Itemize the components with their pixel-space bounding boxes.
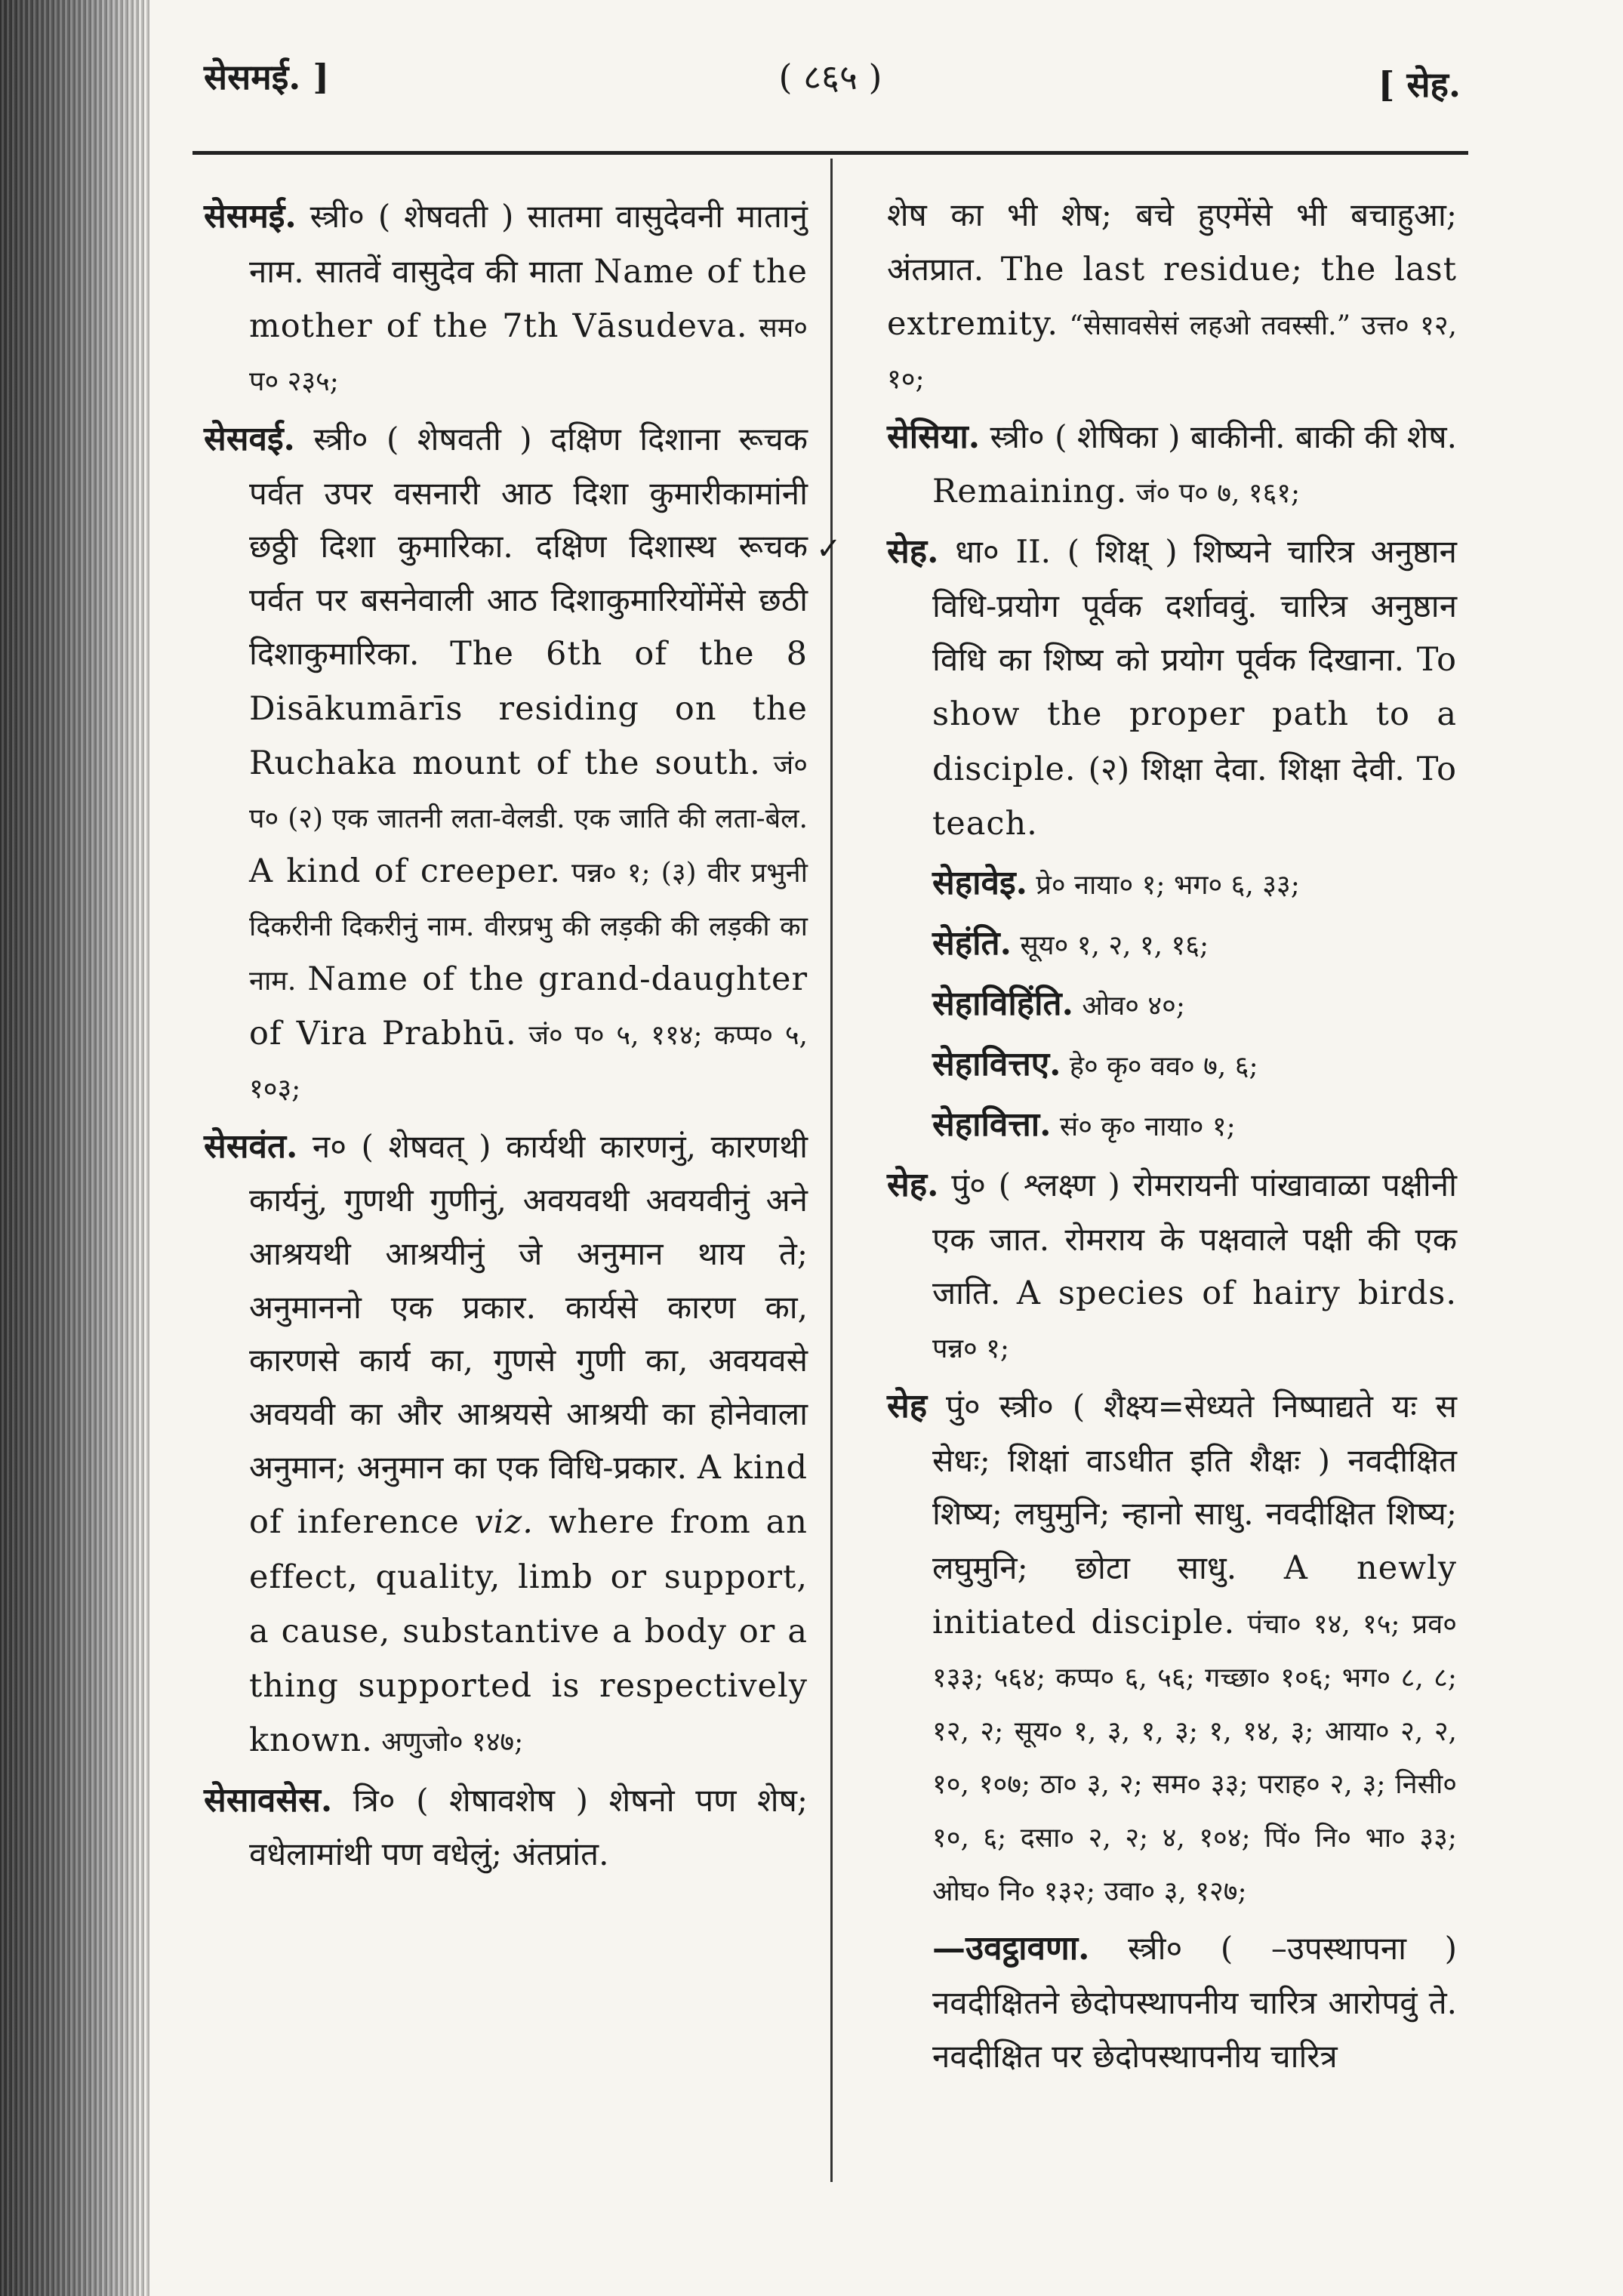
- column-divider: [830, 159, 833, 2182]
- reference: सम० प० २३५;: [249, 313, 808, 398]
- entry-seh-noun-disciple: [887, 1379, 1457, 1916]
- entry-continuation: [887, 189, 1457, 405]
- header-right-guide-word: [ सेह.: [1378, 64, 1461, 105]
- right-column: [816, 189, 1458, 2088]
- definition-text: त्रि० ( शेषावशेष ) शेषनो पण शेष; वधेलामांथी पण वधेलुं; अंतप्रांत.: [249, 1781, 808, 1873]
- sub-entry: [887, 916, 1457, 972]
- subheadword: सेहावित्तए.: [932, 1044, 1061, 1083]
- reference: जं० प० ७, १६१;: [1127, 478, 1301, 510]
- page-number: ( ८६५ ): [778, 57, 882, 97]
- definition-text: पुं० स्त्री० ( शैक्ष्य=सेध्यते निष्पाद्यते यः स सेधः; शिक्षां वाऽधीत इति शैक्षः ) नवदीक्षित शिष्य; लघुमुनि; न्हानो साधु. नवदीक्षित शिष्य; लघुमुनि; छोटा साधु.: [927, 1387, 1457, 1586]
- reference: पन्न० १; (३) वीर प्रभुनी दिकरीनी दिकरीनुं नाम. वीरप्रभु की लड़की की लड़की का नाम.: [249, 857, 808, 997]
- page-header: [192, 53, 1468, 121]
- header-rule: [192, 151, 1468, 155]
- entry-seh-noun-bird: [887, 1157, 1457, 1374]
- reference: “सेसावसेसं लहओ तवस्सी.” उत्त० १२, १०;: [887, 310, 1457, 396]
- reference: (२) शिक्षा देवा. शिक्षा देवी.: [1076, 750, 1417, 787]
- definition-text: धा० II. ( शिक्ष् ) शिष्यने चारित्र अनुष्ठान विधि-प्रयोग पूर्वक दर्शाववुं. चारित्र अनुष्ठान विधि का शिष्य को प्रयोग पूर्वक दिखाना.: [932, 532, 1457, 679]
- dictionary-page: [192, 0, 1468, 2296]
- entry-sesavai: [204, 411, 808, 1114]
- header-left-guide-word: सेसमई. ]: [204, 57, 330, 97]
- english-gloss: Remaining.: [932, 473, 1128, 511]
- sub-entry: [887, 976, 1457, 1032]
- reference: पंचा० १४, १५; प्रव० १३३; ५६४; कप्प० ६, ५६; गच्छा० १०६; भग० ८, ८; १२, २; सूय० १, ३, १, ३; १, १४, ३; आया० २, २, १०, १०७; ठा० ३, २; सम० ३३; पराह० २, ३; निसी० १०, ६; दसा० २, २; ४, १०४; पिं० नि० भा० ३३; ओघ० नि० १३२; उवा० ३, १२७;: [932, 1609, 1457, 1907]
- english-gloss: A species of hairy birds.: [1016, 1274, 1457, 1313]
- reference: प्रे० नाया० १; भग० ६, ३३;: [1027, 870, 1300, 901]
- sub-entry: [887, 1037, 1457, 1093]
- reference: पन्न० १;: [932, 1333, 1009, 1365]
- sub-entry: [887, 855, 1457, 911]
- subheadword: सेहावित्ता.: [932, 1105, 1052, 1144]
- reference: सूय० १, २, १, १६;: [1011, 930, 1209, 961]
- headword: सेसवंत.: [204, 1126, 298, 1166]
- sub-entry: [887, 1097, 1457, 1153]
- left-column: [204, 189, 808, 1886]
- english-gloss: where from an effect, quality, limb or support, a cause, substantive a body or a thing supported is respectively known.: [249, 1503, 808, 1760]
- subheadword: सेहावेइ.: [932, 864, 1027, 903]
- reference: जं० प० ५, ११४; कप्प० ५, १०३;: [249, 1019, 808, 1105]
- definition-text: पुं० ( श्लक्ष्ण ) रोमरायनी पांखावाळा पक्षीनी एक जात. रोमराय के पक्षवाले पक्षी की एक जाति.: [932, 1166, 1457, 1312]
- entry-sesavases: [204, 1773, 808, 1881]
- definition-text: स्त्री० ( शेषवती ) सातमा वासुदेवनी मातानुं नाम. सातवें वासुदेव की माता: [249, 198, 808, 290]
- subheadword: सेहंति.: [932, 924, 1012, 963]
- entry-sesiya: [887, 409, 1457, 519]
- definition-text: स्त्री० ( शेषवती ) दक्षिण दिशाना रूचक पर्वत उपर वसनारी आठ दिशा कुमारीकामांनी छठ्ठी दिशा कुमारिका. दक्षिण दिशास्थ रूचक पर्वत पर बसनेवाली आठ दिशाकुमारियोंमेंसे छठी दिशाकुमारिका.: [249, 420, 808, 673]
- headword: सेसावसेस.: [204, 1780, 333, 1820]
- english-gloss: To teach.: [932, 750, 1457, 843]
- book-binding-shadow: [0, 0, 151, 2296]
- entry-seh-verb: ✓ सेह. धा० II. ( शिक्ष् ) शिष्यने चारित्र अनुष्ठान विधि-प्रयोग पूर्वक दर्शाववुं. चारित्र अनुष्ठान विधि का शिष्य को प्रयोग पूर्वक दिखाना. To show the proper path to a disciple. (२) शिक्षा देवा. शिक्षा देवी. To teach.: [816, 531, 1457, 843]
- entry-sesamai: [204, 189, 808, 407]
- headword: सेसिया.: [887, 417, 981, 456]
- headword: सेसवई.: [204, 419, 295, 458]
- definition-text: न० ( शेषवत् ) कार्यथी कारणनुं, कारणथी कार्यनुं, गुणथी गुणीनुं, अवयवथी अवयवीनुं अने आश्रयथी आश्रयीनुं जे अनुमान थाय ते; अनुमाननो एक प्रकार. कार्यसे कारण का, कारणसे कार्य का, गुणसे गुणी का, अवयवसे अवयवी का और आश्रयसे आश्रयी का होनेवाला अनुमान; अनुमान का एक विधि-प्रकार.: [249, 1127, 808, 1487]
- definition-text: शेष का भी शेष; बचे हुएमेंसे भी बचाहुआ; अंतप्रात.: [887, 196, 1457, 288]
- sub-entry: [887, 1921, 1457, 2083]
- english-gloss: A kind of creeper.: [249, 852, 561, 890]
- english-gloss-italic: viz.: [459, 1503, 549, 1542]
- english-gloss: Name of the grand-daughter of Vira Prabhū.: [249, 960, 808, 1052]
- headword: सेह.: [887, 1165, 939, 1204]
- definition-text: स्त्री० ( शेषिका ) बाकीनी. बाकी की शेष.: [980, 418, 1457, 455]
- reference: सं० कृ० नाया० १;: [1051, 1111, 1236, 1142]
- subheadword: —उवट्ठावणा.: [932, 1929, 1090, 1968]
- reference: हे० कृ० वव० ७, ६;: [1061, 1050, 1258, 1082]
- english-gloss: Name of the mother of the 7th Vāsudeva.: [249, 252, 808, 346]
- headword: सेह: [887, 1386, 928, 1425]
- english-gloss: The last residue; the last extremity.: [887, 250, 1457, 343]
- reference: अणुजो० १४७;: [372, 1727, 524, 1758]
- english-gloss: A kind of inference: [249, 1449, 808, 1542]
- english-gloss: The 6th of the 8 Disākumārīs residing on the Ruchaka mount of the south.: [249, 635, 808, 782]
- english-gloss: A newly initiated disciple.: [932, 1549, 1458, 1642]
- reference: जं० प० (२) एक जातनी लता-वेलडी. एक जाति की लता-बेल.: [249, 749, 808, 835]
- definition-text: स्त्री० ( –उपस्थापना ) नवदीक्षितने छेदोपस्थापनीय चारित्र आरोपवुं ते. नवदीक्षित पर छेदोपस्थापनीय चारित्र: [932, 1930, 1457, 2075]
- english-gloss: To show the proper path to a disciple.: [932, 641, 1457, 788]
- reference: ओव० ४०;: [1073, 990, 1185, 1022]
- entry-sesavant: [204, 1119, 808, 1768]
- subheadword: सेहाविहिंति.: [932, 984, 1073, 1023]
- headword: सेह.: [887, 532, 939, 571]
- headword: सेसमई.: [204, 197, 297, 236]
